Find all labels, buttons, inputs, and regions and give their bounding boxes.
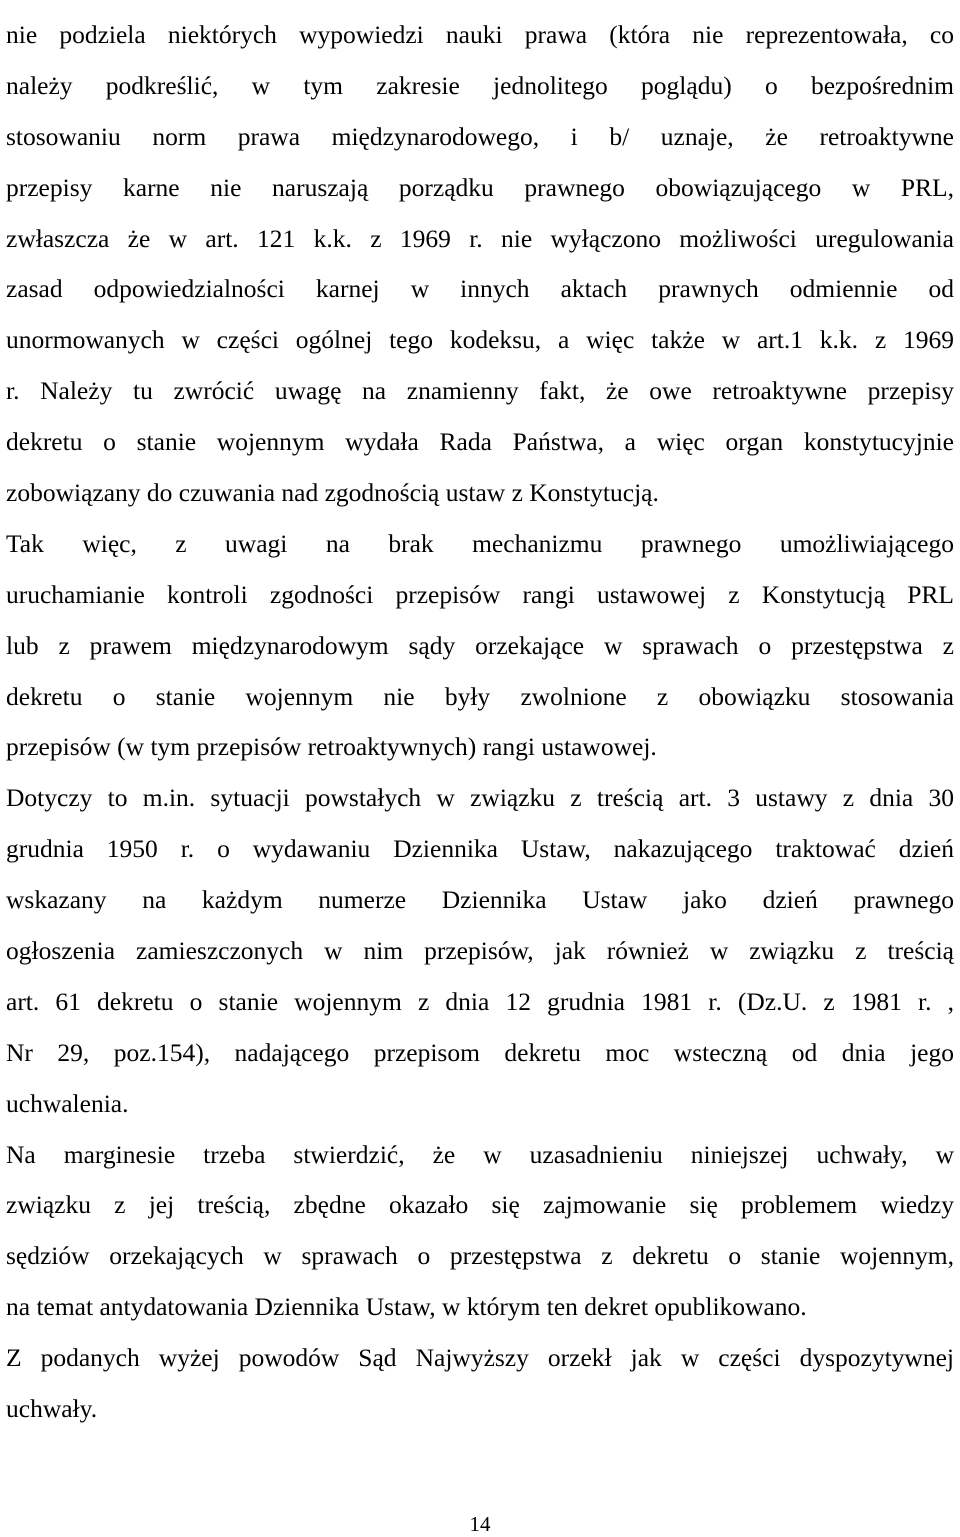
text-line: dekretu o stanie wojennym wydała Rada Państwa, a więc organ konstytucyjnie	[6, 427, 954, 457]
text-line: zobowiązany do czuwania nad zgodnością ustaw z Konstytucją.	[6, 478, 659, 508]
text-line: należy podkreślić, w tym zakresie jednolitego poglądu) o bezpośrednim	[6, 70, 954, 100]
text-line: dekretu o stanie wojennym nie były zwolnione z obowiązku stosowania	[6, 681, 954, 711]
text-line: Z podanych wyżej powodów Sąd Najwyższy orzekł jak w części dyspozytywnej	[6, 1343, 954, 1373]
body-text	[6, 10, 954, 1435]
text-line: zasad odpowiedzialności karnej w innych aktach prawnych odmiennie od	[6, 274, 954, 304]
text-line: grudnia 1950 r. o wydawaniu Dziennika Ustaw, nakazującego traktować dzień	[6, 834, 954, 864]
text-line: uruchamianie kontroli zgodności przepisów rangi ustawowej z Konstytucją PRL	[6, 579, 954, 609]
text-line: Nr 29, poz.154), nadającego przepisom dekretu moc wsteczną od dnia jego	[6, 1037, 954, 1067]
text-line: uchwalenia.	[6, 1088, 129, 1118]
text-line: ogłoszenia zamieszczonych w nim przepisów, jak również w związku z treścią	[6, 936, 954, 966]
text-line: stosowaniu norm prawa międzynarodowego, i b/ uznaje, że retroaktywne	[6, 121, 954, 151]
text-line: nie podziela niektórych wypowiedzi nauki prawa (która nie reprezentowała, co	[6, 20, 954, 49]
text-line: związku z jej treścią, zbędne okazało się zajmowanie się problemem wiedzy	[6, 1190, 954, 1220]
text-line: r. Należy tu zwrócić uwagę na znamienny fakt, że owe retroaktywne przepisy	[6, 376, 954, 406]
text-line: Na marginesie trzeba stwierdzić, że w uzasadnieniu niniejszej uchwały, w	[6, 1139, 954, 1169]
text-line: unormowanych w części ogólnej tego kodeksu, a więc także w art.1 k.k. z 1969	[6, 325, 954, 355]
text-line: na temat antydatowania Dziennika Ustaw, w którym ten dekret opublikowano.	[6, 1292, 807, 1322]
text-line: sędziów orzekających w sprawach o przestępstwa z dekretu o stanie wojennym,	[6, 1241, 954, 1271]
text-line: art. 61 dekretu o stanie wojennym z dnia 12 grudnia 1981 r. (Dz.U. z 1981 r. ,	[6, 986, 954, 1016]
text-line: zwłaszcza że w art. 121 k.k. z 1969 r. nie wyłączono możliwości uregulowania	[6, 223, 954, 253]
page-number: 14	[469, 1512, 491, 1536]
text-line: przepisów (w tym przepisów retroaktywnych) rangi ustawowej.	[6, 732, 657, 762]
text-line: wskazany na każdym numerze Dziennika Ustaw jako dzień prawnego	[6, 885, 954, 915]
text-line: przepisy karne nie naruszają porządku prawnego obowiązującego w PRL,	[6, 172, 954, 202]
text-line: lub z prawem międzynarodowym sądy orzekające w sprawach o przestępstwa z	[6, 630, 954, 660]
text-line: uchwały.	[6, 1394, 98, 1424]
text-line: Dotyczy to m.in. sytuacji powstałych w związku z treścią art. 3 ustawy z dnia 30	[6, 783, 954, 813]
text-line: Tak więc, z uwagi na brak mechanizmu prawnego umożliwiającego	[6, 528, 954, 558]
